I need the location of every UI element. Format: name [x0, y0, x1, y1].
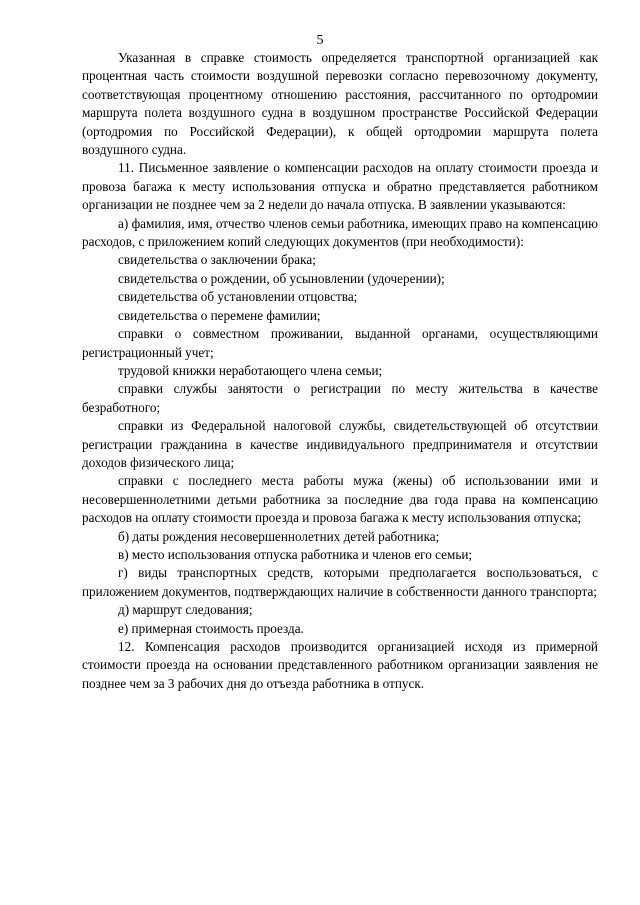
page-number: 5: [316, 33, 324, 48]
document-item-birth-adoption-certificate: свидетельства о рождении, об усыновлении (удочерении);: [118, 270, 445, 286]
list-item-a-family-members: а) фамилия, имя, отчество членов семьи работника, имеющих право на компенсацию расходов, с приложением копий следующих документов (при необходимости):: [82, 215, 598, 250]
list-item-v-vacation-location: в) место использования отпуска работника и членов его семьи;: [118, 546, 473, 562]
document-item-spouse-employer-certificate: справки с последнего места работы мужа (жены) об использовании ими и несовершеннолетними детьми работника за последние два года права на компенсацию расходов на оплату стоимости проезда и провоза багажа к месту использования отпуска;: [82, 473, 598, 526]
list-item-g-transport-types: г) виды транспортных средств, которыми предполагается воспользоваться, с приложением документов, подтверждающих наличие в собственности данного транспорта;: [82, 565, 598, 599]
paragraph-clause-12: 12. Компенсация расходов производится организацией исходя из примерной стоимости проезда на основании представленного работником организации заявления не позднее чем за 3 рабочих дня до отъезда работника в отпуск.: [82, 639, 598, 691]
document-item-marriage-certificate: свидетельства о заключении брака;: [118, 252, 316, 268]
document-item-name-change-certificate: свидетельства о перемене фамилии;: [118, 307, 321, 323]
document-item-paternity-certificate: свидетельства об установлении отцовства;: [118, 289, 358, 305]
document-body: [82, 49, 598, 693]
document-item-tax-service-certificate: справки из Федеральной налоговой службы, свидетельствующей об отсутствии регистрации гражданина в качестве индивидуального предпринимателя и отсутствии доходов физического лица;: [82, 418, 598, 470]
list-item-d-route: д) маршрут следования;: [118, 602, 253, 618]
list-item-b-children-birth-dates: б) даты рождения несовершеннолетних детей работника;: [118, 528, 440, 544]
paragraph-clause-11: 11. Письменное заявление о компенсации расходов на оплату стоимости проезда и провоза багажа к месту использования отпуска и обратно представляется работником организации не позднее чем за 2 недели до начала отпуска. В заявлении указываются:: [82, 160, 598, 213]
document-item-cohabitation-certificate: справки о совместном проживании, выданной органами, осуществляющими регистрационный учет;: [82, 326, 598, 360]
list-item-e-estimated-cost: е) примерная стоимость проезда.: [118, 620, 304, 636]
paragraph-cost-definition: Указанная в справке стоимость определяется транспортной организацией как процентная часть стоимости воздушной перевозки согласно перевозочному документу, соответствующая процентному отношению расстояния, рассчитанного по ортодромии маршрута полета воздушного судна в воздушном пространстве Российской Федерации (ортодромия по Российской Федерации), к общей ортодромии маршрута полета воздушного судна.: [82, 50, 598, 158]
document-item-unemployment-certificate: справки службы занятости о регистрации по месту жительства в качестве безработного;: [82, 381, 598, 415]
document-item-employment-record-book: трудовой книжки неработающего члена семьи;: [118, 362, 383, 378]
